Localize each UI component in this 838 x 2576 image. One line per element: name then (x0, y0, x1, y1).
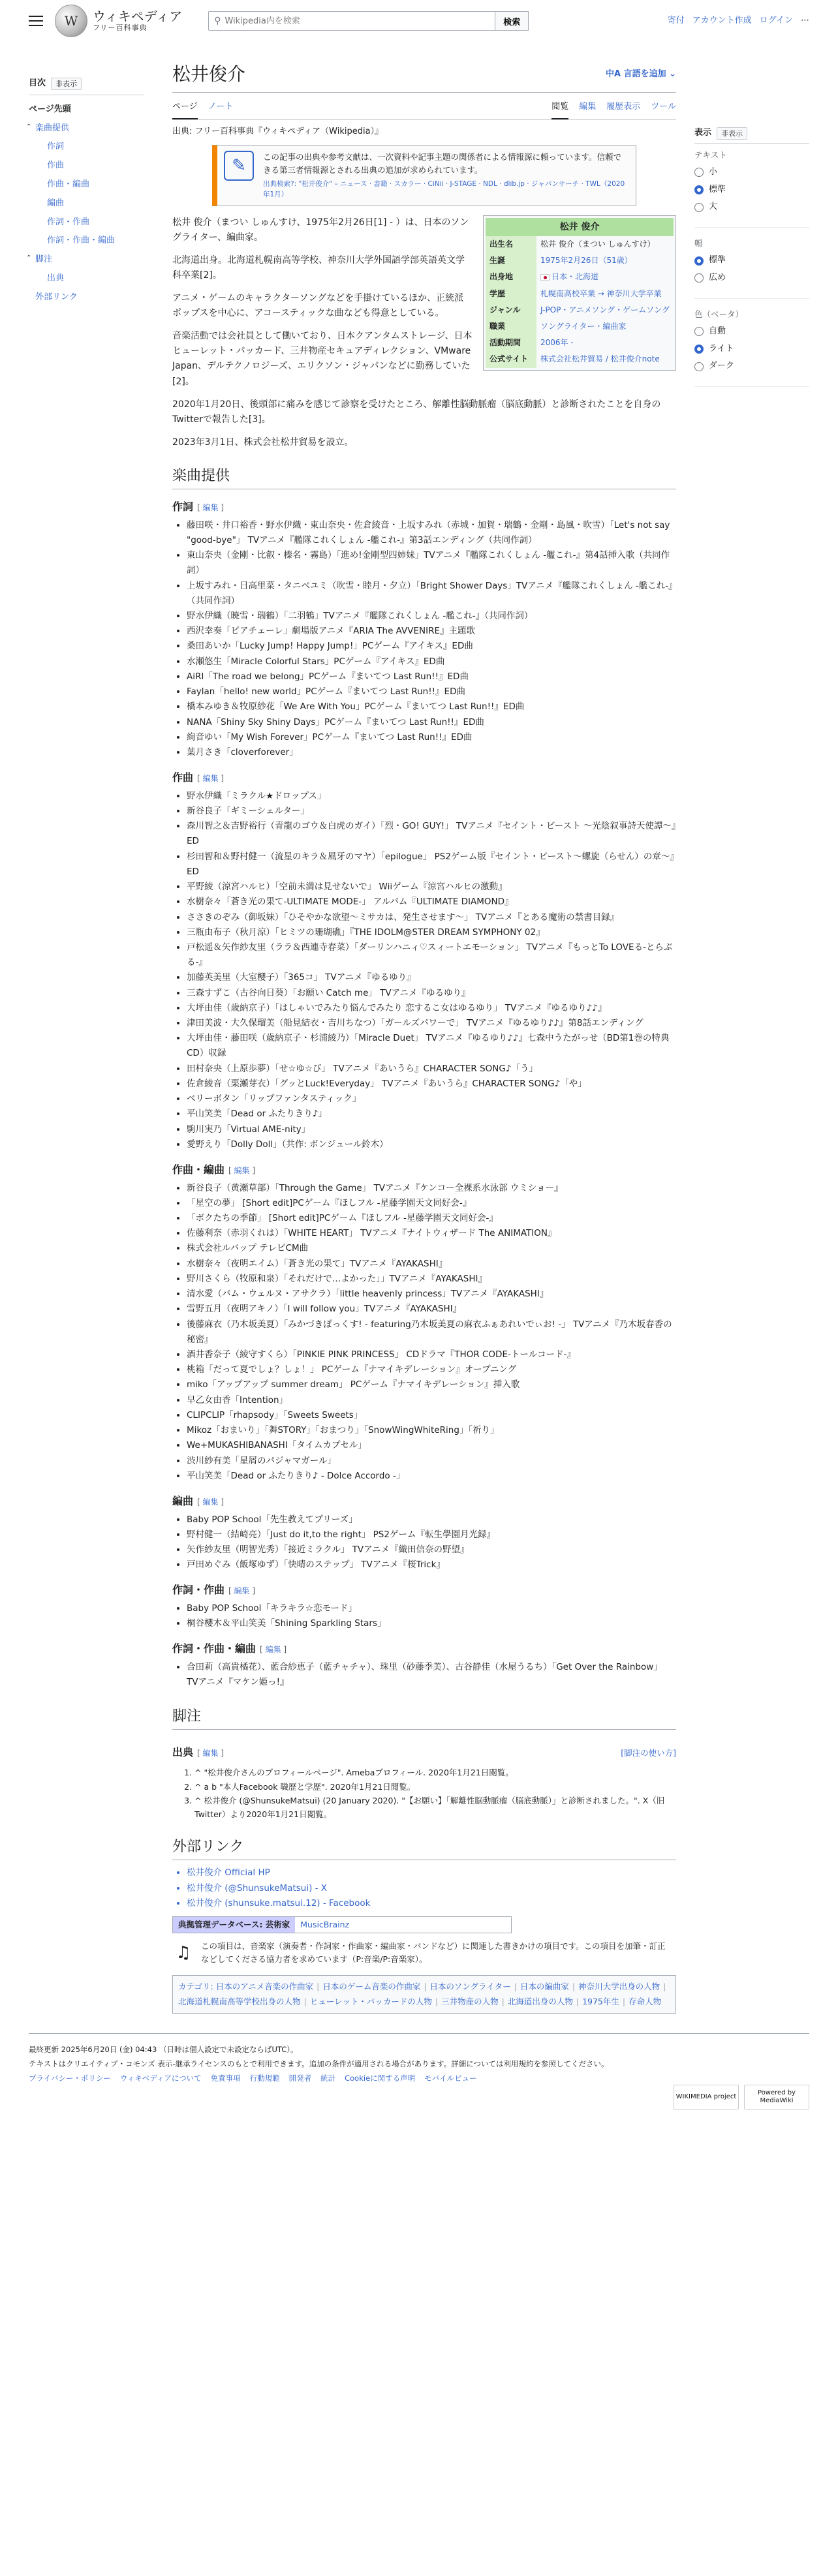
list-item: • 渋川紗有美「星屑のパジャマガール」 (187, 1454, 676, 1469)
japan-flag-icon (540, 274, 550, 281)
radio-button-icon[interactable] (694, 345, 704, 354)
list-item: • 駒川実乃「Virtual AME-nity」 (187, 1122, 676, 1137)
logo-subtitle: フリー百科事典 (93, 23, 147, 33)
logo-title: ウィキペディア (93, 8, 183, 25)
edit-section-link[interactable]: [ 編集 ] (197, 503, 225, 513)
list-item: • 平山笑美「Dead or ふたりきり♪」 (187, 1107, 676, 1122)
subsection-title: 作詞 (172, 500, 194, 514)
more-options-icon[interactable]: ⋯ (801, 16, 809, 25)
width-options (694, 254, 809, 285)
radio-label: ライト (709, 343, 734, 354)
list-item: • 橋本みゆき＆牧原紗花「We Are With You」PCゲーム『まいてつ Last Run!!』ED曲 (187, 699, 676, 714)
edit-section-link[interactable]: [ 編集 ] (197, 1748, 225, 1758)
appearance-hide-button[interactable]: 非表示 (717, 127, 747, 140)
radio-button-icon[interactable] (694, 362, 704, 371)
radio-option[interactable] (694, 200, 809, 214)
category-links (172, 1975, 676, 2014)
wikimedia-badge[interactable]: WIKIMEDIA project (674, 2085, 739, 2109)
tab-talk[interactable]: ノート (208, 101, 234, 112)
color-options (694, 325, 809, 373)
subsection-heading-lyrics (172, 498, 676, 515)
list-item: • 後藤麻衣（乃木坂美夏）「みかづきぽっくす! - featuring乃木坂美夏の麻衣ふぁあれいでぃお! -」 TVアニメ『乃木坂春香の秘密』 (187, 1317, 676, 1347)
separator: | (514, 1982, 517, 1992)
search-button[interactable]: 検索 (495, 11, 529, 31)
subsection-title: 作曲・編曲 (172, 1163, 225, 1176)
toc-hide-button[interactable]: 非表示 (51, 78, 82, 91)
separator: | (317, 1982, 320, 1992)
radio-label: 大 (709, 202, 718, 212)
list-item: • ささきのぞみ（御坂妹）「ひそやかな欲望〜ミサカは、発生させます〜」 TVアニメ『とある魔術の禁書目録』 (187, 910, 676, 925)
footnote-help-link[interactable]: [脚注の使い方] (621, 1747, 676, 1758)
edit-section-link[interactable]: [ 編集 ] (197, 774, 225, 784)
category-link[interactable]: 日本の編曲家 (520, 1982, 569, 1992)
infobox-value[interactable]: J-POP・アニメソング・ゲームソング (540, 305, 670, 314)
list-item[interactable]: • 松井俊介 (@ShunsukeMatsui) - X (187, 1881, 676, 1896)
subsection-heading-sources (172, 1744, 224, 1761)
list-item: • 野水伊織（暁雪・瑞鶴）「二羽鶴」TVアニメ『艦隊これくしょん -艦これ-』（共同作詞） (187, 609, 676, 624)
edit-section-link[interactable]: [ 編集 ] (228, 1586, 256, 1596)
list-item: • 清水愛（バム・ウェルヌ・アサクラ）「little heavenly princess」TVアニメ『AYAKASHI』 (187, 1287, 676, 1302)
tab-history[interactable]: 履歴表示 (606, 101, 641, 112)
edit-link[interactable]: 編集 (234, 1166, 250, 1176)
intro-paragraph: 松井 俊介（まつい しゅんすけ、1975年2月26日[1] - ）は、日本のソングライター、編曲家。 (172, 217, 469, 243)
infobox-label: 職業 (486, 318, 536, 335)
page-title: 松井俊介 (172, 63, 246, 85)
list-item: 1. ^ "松井俊介さんのプロフィールページ". Amebaプロフィール. 2020年1月21日閲覧。 (194, 1766, 676, 1779)
page-tabs (172, 97, 676, 120)
list-item: • 桃箱「だって夏でしょ？しょ！」 PCゲーム『ナマイキデレーション』オープニング (187, 1362, 676, 1377)
separator: | (572, 1982, 576, 1992)
tab-page[interactable]: ページ (172, 97, 198, 119)
list-item: 2. ^ a b "本人Facebook 職歴と学歴". 2020年1月21日閲覧。 (194, 1780, 676, 1794)
section-heading-external (172, 1835, 676, 1860)
edit-link[interactable]: 編集 (202, 503, 219, 513)
section-heading-music (172, 465, 676, 489)
sources-notice (212, 145, 636, 206)
list-item: • 戸松遥＆矢作紗友里（ララ＆西連寺春菜）「ダーリンハニィ♡スィートエモーション」 TVアニメ『もっとTo LOVEる-とらぶる-』 (187, 940, 676, 970)
radio-label: 小 (709, 166, 718, 177)
infobox-value[interactable]: ソングライター・編曲家 (540, 322, 627, 331)
list-item: • 戸田めぐみ（飯塚ゆず）「快晴のステップ」 TVアニメ『桜Trick』 (187, 1557, 676, 1572)
footer-link[interactable]: プライバシー・ポリシー (29, 2073, 111, 2083)
list-item: • 津田美波・大久保瑠美（船見結衣・吉川ちなつ）「ガールズパワーで」 TVアニメ『ゆるゆり♪♪』第8話エンディング (187, 1016, 676, 1031)
list-item: • 藤田咲・井口裕香・野水伊織・東山奈央・佐倉綾音・上坂すみれ（赤城・加賀・瑞鶴・金剛・島風・吹雪）「Let's not say "good-bye"」 TVアニメ『艦隊これくしょん -艦これ-』第3話エンディング（共同作詞） (187, 518, 676, 548)
infobox-label: 出生名 (486, 236, 536, 253)
infobox-label: 生誕 (486, 253, 536, 269)
authority-label: 典拠管理データベース: 芸術家 (173, 1917, 295, 1933)
radio-option[interactable] (694, 343, 809, 356)
reference-list (194, 1766, 676, 1821)
edit-section-link[interactable]: [ 編集 ] (260, 1645, 287, 1655)
category-link[interactable]: 日本のアニメ音楽の作曲家 (215, 1982, 314, 1992)
text-size-label: テキスト (694, 149, 727, 160)
list-lyrics-compose (187, 1601, 676, 1631)
list-item: • 新谷良子「ギミーシェルター」 (187, 804, 676, 819)
list-item: • 水樹奈々「蒼き光の果て-ULTIMATE MODE-」 アルバム『ULTIMATE DIAMOND』 (187, 895, 676, 910)
article-main (144, 42, 694, 2033)
section-title: 脚注 (172, 1708, 202, 1725)
subsection-title: 出典 (172, 1745, 194, 1758)
intro-paragraph: 北海道出身。北海道札幌南高等学校、神奈川大学外国語学部英語英文学科卒業[2]。 (172, 254, 465, 281)
toc-item-top[interactable]: ページ先頭 (29, 104, 71, 114)
appearance-panel (694, 42, 809, 2033)
subsection-title: 編曲 (172, 1494, 194, 1507)
list-item: • 西沢幸奏「ピアチェーレ」劇場版アニメ『ARIA The AVVENIRE』主題歌 (187, 624, 676, 639)
footer-link[interactable]: 開発者 (288, 2073, 312, 2083)
edit-link[interactable]: 編集 (234, 1586, 250, 1596)
list-item: • ベリーボタン「リップファンタスティック」 (187, 1092, 676, 1107)
footer-link[interactable]: 統計 (320, 2073, 336, 2083)
toc-link[interactable]: 脚注 (35, 254, 53, 265)
category-link[interactable]: 日本のゲーム音楽の作曲家 (322, 1982, 421, 1992)
radio-label: ダーク (709, 361, 735, 371)
separator: | (622, 1996, 626, 2006)
list-item: • 東山奈央（金剛・比叡・榛名・霧島）「進め!金剛型四姉妹」TVアニメ『艦隊これくしょん -艦これ-』第4話挿入歌（共同作詞） (187, 548, 676, 578)
list-item: • 葉月さき「cloverforever」 (187, 745, 676, 760)
mediawiki-badge[interactable]: Powered by MediaWiki (744, 2085, 809, 2109)
top-header (0, 0, 838, 42)
list-item: • 加藤英美里（大室櫻子）「365コ」 TVアニメ『ゆるゆり』 (187, 970, 676, 985)
list-item: • 田村奈央（上原歩夢）「せ☆ゆ☆び」 TVアニメ『あいうら』CHARACTER SONG♪「う」 (187, 1062, 676, 1077)
infobox-value: 松井 俊介（まつい しゅんすけ） (540, 239, 655, 249)
radio-option[interactable] (694, 254, 809, 268)
list-item: • CLIPCLIP「rhapsody」「Sweets Sweets」 (187, 1408, 676, 1423)
edit-section-link[interactable]: [ 編集 ] (197, 1497, 225, 1507)
tab-tools[interactable]: ツール (651, 101, 676, 112)
radio-label: 自動 (709, 326, 726, 336)
stub-text: この項目は、音楽家（演奏者・作詞家・作曲家・編曲家・バンドなど）に関連した書きかけの項目です。この項目を加筆・訂正などしてくださる協力者を求めています（P:音楽/P:音楽家）。 (201, 1941, 666, 1965)
footer-link[interactable]: Cookieに関する声明 (345, 2073, 416, 2083)
add-language-label: 言語を追加 (623, 69, 666, 79)
list-item: • 早乙女由香「Intention」 (187, 1393, 676, 1408)
last-updated: 最終更新 2025年6月20日 (金) 04:43 （日時は個人設定で未設定ならばUTC）。 (29, 2045, 298, 2055)
list-item: • 新谷良子（黄瀬草部）「Through the Game」 TVアニメ『ケンコー全裸系水泳部 ウミショー』 (187, 1181, 676, 1196)
list-item: • miko「アップアップ summer dream」 PCゲーム『ナマイキデレーション』挿入歌 (187, 1377, 676, 1392)
separator: | (576, 1996, 580, 2006)
category-link[interactable]: 神奈川大学出身の人物 (578, 1982, 660, 1992)
toc-item-compose-arrange[interactable]: 作曲・編曲 (47, 179, 90, 189)
authority-control (172, 1916, 512, 1933)
subsection-heading-lyrics-compose-arrange (172, 1640, 676, 1657)
color-label: 色（ベータ） (694, 309, 744, 319)
login-link[interactable]: ログイン (759, 16, 793, 25)
edit-section-link[interactable]: [ 編集 ] (228, 1166, 256, 1176)
radio-option[interactable] (694, 166, 809, 179)
category-link[interactable]: ヒューレット・パッカードの人物 (309, 1996, 432, 2006)
list-item: • 桐谷櫻木＆平山笑美「Shining Sparkling Stars」 (187, 1616, 676, 1631)
list-item[interactable]: • 松井俊介 (shunsuke.matsui.12) - Facebook (187, 1896, 676, 1911)
separator: | (424, 1982, 427, 1992)
list-item: • Faylan「hello! new world」PCゲーム『まいてつ Last Run!!』ED曲 (187, 684, 676, 699)
category-link[interactable]: 日本のソングライター (429, 1982, 511, 1992)
toc-item-lyrics[interactable]: 作詞 (47, 142, 65, 152)
source-search-links[interactable]: 出典検索?: "松井俊介" – ニュース · 書籍 · スカラー · CiNii · J-STAGE · NDL · dlib.jp · ジャパンサーチ · TWL（2020年1月） (263, 180, 625, 199)
external-links-list (187, 1865, 676, 1911)
list-item: • We+MUKASHIBANASHI「タイムカプセル」 (187, 1438, 676, 1453)
edit-link[interactable]: 編集 (202, 774, 219, 784)
toc-item-lyrics-compose-arrange[interactable]: 作詞・作曲・編曲 (47, 236, 116, 246)
from-line: 出典: フリー百科事典『ウィキペディア（Wikipedia）』 (172, 126, 384, 136)
intro-paragraph: 2023年3月1日、株式会社松井貿易を設立。 (172, 437, 354, 448)
text-size-options (694, 166, 809, 214)
category-label[interactable]: カテゴリ: (178, 1982, 213, 1992)
list-item: • 水瀬悠生「Miracle Colorful Stars」PCゲーム『アイキス』ED曲 (187, 654, 676, 669)
list-item: • 森川智之＆吉野裕行（青龍のゴウ＆白虎のガイ）「烈・GO! GUY!」 TVアニメ『セイント・ビースト 〜光陰叙事詩天使譚〜』ED (187, 819, 676, 849)
radio-button-icon[interactable] (694, 168, 704, 177)
edit-link[interactable]: 編集 (202, 1748, 219, 1758)
category-link[interactable]: 三井物産の人物 (441, 1996, 499, 2006)
separator: | (303, 1996, 307, 2006)
footer-link[interactable]: 行動規範 (249, 2073, 280, 2083)
width-label: 幅 (694, 238, 703, 249)
subsection-heading-lyrics-compose (172, 1582, 676, 1599)
toc-link[interactable]: 楽曲提供 (35, 123, 70, 133)
separator: | (501, 1996, 504, 2006)
toc-item-sources[interactable]: 出典 (47, 273, 65, 283)
category-link[interactable]: 北海道札幌南高等学校出身の人物 (178, 1996, 301, 2006)
list-lyrics (187, 518, 676, 761)
search-box[interactable] (208, 11, 495, 31)
infobox-label: 活動期間 (486, 335, 536, 351)
list-item: • 水樹奈々（夜明エイム）「蒼き光の果て」TVアニメ『AYAKASHI』 (187, 1257, 676, 1272)
category-link[interactable]: 北海道出身の人物 (507, 1996, 573, 2006)
list-item: • 合田莉（高貴橘花）、藍合紗恵子（藍チャチャ）、珠里（砂藤季美）、古谷静佳（水屋うるち）「Get Over the Rainbow」 TVアニメ『マケン姫っ!』 (187, 1660, 676, 1690)
tab-edit[interactable]: 編集 (579, 101, 597, 112)
edit-link[interactable]: 編集 (202, 1497, 219, 1507)
radio-button-icon[interactable] (694, 273, 704, 283)
list-item: • 株式会社ルバップ テレビCM曲 (187, 1241, 676, 1256)
subsection-heading-compose-arrange (172, 1161, 676, 1178)
edit-link[interactable]: 編集 (265, 1645, 281, 1655)
list-item: 3. ^ 松井俊介 (@ShunsukeMatsui) (20 January 2020). "【お願い】「解離性脳動脈瘤（脳底動脈）」と診断されました。". X（旧Twitter）より2020年1月21日閲覧。 (194, 1794, 676, 1822)
infobox-value[interactable]: 1975年2月26日（51歳） (540, 256, 632, 266)
main-menu-icon[interactable] (29, 16, 43, 26)
toc-title: 目次 (29, 78, 46, 88)
radio-button-icon[interactable] (694, 327, 704, 336)
search-icon: ⚲ (214, 15, 221, 26)
list-item: • 雪野五月（夜明アキノ）「I will follow you」TVアニメ『AYAKASHI』 (187, 1302, 676, 1317)
toc-item-external[interactable]: 外部リンク (35, 292, 78, 302)
list-item: • 三森すずこ（古谷向日葵）「お願い Catch me」 TVアニメ『ゆるゆり』 (187, 986, 676, 1001)
table-of-contents (26, 42, 144, 2033)
subsection-title: 作詞・作曲・編曲 (172, 1642, 256, 1655)
list-item: • 上坂すみれ・日高里菜・タニベユミ（吹雪・睦月・夕立）「Bright Shower Days」TVアニメ『艦隊これくしょん -艦これ-』（共同作詞） (187, 579, 676, 609)
list-item: • Baby POP School「キラキラ☆恋モード」 (187, 1601, 676, 1616)
toc-item-notes[interactable] (26, 251, 144, 269)
search-form (208, 11, 529, 31)
list-item: • 杉田智和＆野村健一（流星のキラ＆風牙のマヤ）「epilogue」 PS2ゲーム版『セイント・ビースト〜螺旋（らせん）の章〜』ED (187, 850, 676, 880)
notice-text: この記事の出典や参考文献は、一次資料や記事主題の関係者による情報源に頼っています。信頼できる第三者情報源とされる出典の追加が求められています。 (263, 152, 622, 175)
list-arrange (187, 1512, 676, 1573)
notice-pen-icon: ✎ (224, 151, 254, 181)
list-item: • 大坪由佳（歳納京子）「はしゃいでみたり悩んでみたり 恋するこ女はゆるゆり」 TVアニメ『ゆるゆり♪♪』 (187, 1001, 676, 1016)
list-item: • Baby POP School「先生教えてプリーズ」 (187, 1512, 676, 1527)
authority-musicbrainz-link[interactable]: MusicBrainz (300, 1920, 350, 1930)
intro-paragraph: 音楽活動では会社員として働いており、日本クアンタムストレージ、日本ヒューレット・パッカード、三井物産セキュアディレクション、VMware Japan、デルテクノロジーズ、エリクソン・ジャパンなどに勤務していた[2]。 (172, 331, 473, 387)
list-item: • 佐藤利奈（赤羽くれは）「WHITE HEART」 TVアニメ『ナイトウィザード The ANIMATION』 (187, 1226, 676, 1241)
list-item: • 桑田あいか「Lucky Jump! Happy Jump!」PCゲーム『アイキス』ED曲 (187, 639, 676, 654)
radio-button-icon[interactable] (694, 256, 704, 266)
separator: | (663, 1982, 666, 1992)
radio-button-icon[interactable] (694, 185, 704, 194)
toc-item-arrange[interactable]: 編曲 (47, 198, 65, 208)
site-logo[interactable] (55, 5, 182, 37)
list-item: • 野村健一（結崎亮）「Just do it,to the right」 PS2ゲーム『転生學園月光録』 (187, 1527, 676, 1542)
radio-option[interactable] (694, 183, 809, 197)
separator: | (435, 1996, 439, 2006)
list-item: • 野水伊織「ミラクル★ドロップス」 (187, 789, 676, 804)
list-item: • 平野綾（涼宮ハルヒ）「空前未満は見せないで」 Wiiゲーム『涼宮ハルヒの激動』 (187, 880, 676, 895)
search-input[interactable] (225, 16, 489, 26)
section-heading-notes (172, 1705, 676, 1730)
infobox-value[interactable]: 2006年 - (540, 338, 574, 348)
wikipedia-globe-icon: W (55, 5, 87, 37)
infobox-value[interactable]: 日本・北海道 (551, 272, 599, 282)
page-footer (29, 2033, 809, 2112)
radio-option[interactable] (694, 325, 809, 339)
license-text: テキストはクリエイティブ・コモンズ 表示-継承ライセンスのもとで利用できます。追加の条件が適用される場合があります。詳細については利用規約を参照してください。 (29, 2059, 609, 2068)
list-lyrics-compose-arrange (187, 1660, 676, 1690)
infobox-label: 公式サイト (486, 351, 536, 367)
radio-button-icon[interactable] (694, 203, 704, 212)
infobox-label: 出身地 (486, 269, 536, 285)
footer-link[interactable]: モバイルビュー (424, 2073, 477, 2083)
footer-link[interactable]: ウィキペディアについて (119, 2073, 202, 2083)
stub-notice (172, 1940, 668, 1966)
list-item: • 三瓶由布子（秋月涼）「ヒミツの珊瑚礁」『THE IDOLM@STER DREAM SYMPHONY 02』 (187, 925, 676, 940)
toc-item-compose[interactable]: 作曲 (47, 161, 65, 171)
collapse-caret-icon[interactable]: ⌃ (26, 254, 32, 262)
list-item: • 「ボクたちの季節」 [Short edit]PCゲーム『ほしフル -星藤学園天文同好会-』 (187, 1211, 676, 1226)
infobox-title: 松井 俊介 (486, 218, 674, 236)
radio-option[interactable] (694, 271, 809, 285)
radio-label: 標準 (709, 184, 726, 194)
list-item: • 絢音ゆい「My Wish Forever」PCゲーム『まいてつ Last Run!!』ED曲 (187, 730, 676, 745)
toc-item-music[interactable] (26, 119, 144, 138)
list-item: • 野川さくら（牧原和泉）「それだけで…よかった」」TVアニメ『AYAKASHI』 (187, 1272, 676, 1287)
infobox-label: ジャンル (486, 302, 536, 318)
list-compose (187, 789, 676, 1152)
list-item: • 酒井香奈子（綾守すくら）「PINKIE PINK PRINCESS」 CDドラマ『THOR CODE-トールコード-』 (187, 1347, 676, 1362)
intro-paragraph: 2020年1月20日、後頭部に痛みを感じて診察を受けたところ、解離性脳動脈瘤（脳底動脈）と診断されたことを自身のTwitterで報告した[3]。 (172, 399, 661, 425)
radio-label: 標準 (709, 255, 726, 266)
create-account-link[interactable]: アカウント作成 (692, 16, 752, 25)
infobox-value[interactable]: 札幌南高校卒業 → 神奈川大学卒業 (540, 288, 662, 298)
subsection-heading-arrange (172, 1493, 676, 1510)
list-compose-arrange (187, 1181, 676, 1484)
radio-option[interactable] (694, 360, 809, 373)
list-item: • 平山笑美「Dead or ふたりきり♪ - Dolce Accordo -」 (187, 1469, 676, 1484)
subsection-title: 作詞・作曲 (172, 1584, 225, 1597)
section-title: 外部リンク (172, 1839, 244, 1856)
donate-link[interactable]: 寄付 (667, 16, 685, 25)
infobox-value[interactable]: 株式会社松井貿易 / 松井俊介note (540, 354, 660, 364)
list-item: • 「星空の夢」 [Short edit]PCゲーム『ほしフル -星藤学園天文同好会-』 (187, 1196, 676, 1211)
subsection-title: 作曲 (172, 771, 194, 784)
list-item[interactable]: • 松井俊介 Official HP (187, 1865, 676, 1880)
add-language-button[interactable]: 中A 言語を追加 ⌄ (605, 69, 676, 79)
list-item: • 愛野えり「Dolly Doll」（共作: ボンジュール鈴木） (187, 1137, 676, 1152)
appearance-title: 表示 (694, 128, 712, 138)
toc-item-lyrics-compose[interactable]: 作詞・作曲 (47, 217, 90, 227)
subsection-heading-compose (172, 769, 676, 786)
infobox (483, 215, 676, 371)
list-item: • 佐倉綾音（栗瀬芽衣）「グッとLuck!Everyday」 TVアニメ『あいうら』CHARACTER SONG♪「や」 (187, 1077, 676, 1092)
section-title: 楽曲提供 (172, 467, 230, 484)
tab-read[interactable]: 閲覧 (551, 97, 568, 119)
category-link[interactable]: 存命人物 (628, 1996, 662, 2006)
footer-link[interactable]: 免責事項 (210, 2073, 241, 2083)
list-item: • Mikoz「おまいり」「舞STORY」「おまつり」「SnowWingWhiteRing」「祈り」 (187, 1423, 676, 1438)
list-item: • 大坪由佳・藤田咲（歳納京子・杉浦綾乃）「Miracle Duet」 TVアニメ『ゆるゆり♪♪』七森中うたがっせ（BD第1巻の特典CD）収録 (187, 1031, 676, 1061)
music-note-icon: ♫ (176, 1943, 191, 1963)
radio-label: 広め (709, 272, 726, 283)
collapse-caret-icon[interactable]: ⌃ (26, 123, 32, 130)
user-links (668, 14, 809, 28)
intro-paragraph: アニメ・ゲームのキャラクターソングなどを手掛けているほか、正統派ポップスを中心に、アコースティックな曲なども得意としている。 (172, 293, 464, 319)
category-link[interactable]: 1975年生 (582, 1996, 619, 2006)
list-item: • NANA「Shiny Sky Shiny Days」PCゲーム『まいてつ Last Run!!』ED曲 (187, 715, 676, 730)
category-list (178, 1982, 669, 2006)
infobox-label: 学歴 (486, 286, 536, 302)
list-item: • 矢作紗友里（明智光秀）「接近ミラクル」 TVアニメ『織田信奈の野望』 (187, 1542, 676, 1557)
list-item: • AiRI「The road we belong」PCゲーム『まいてつ Last Run!!』ED曲 (187, 669, 676, 684)
footer-links (29, 2072, 809, 2086)
